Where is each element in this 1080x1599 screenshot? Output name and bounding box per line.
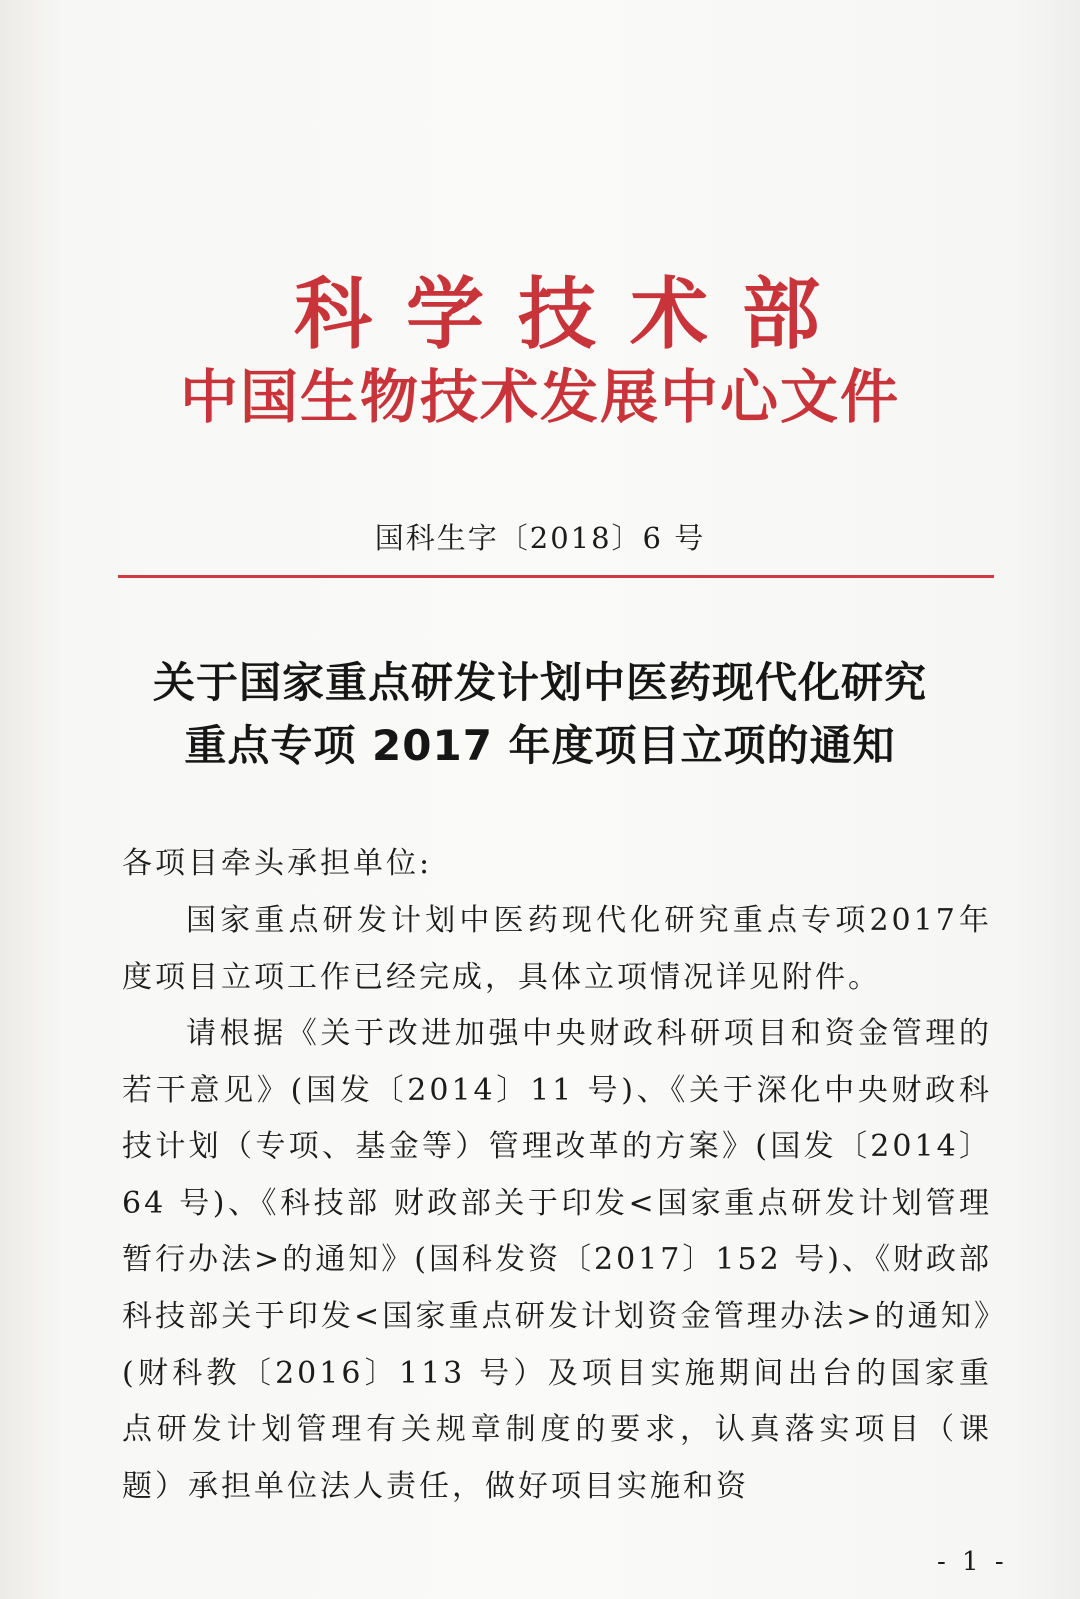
- body-paragraph-1: 国家重点研发计划中医药现代化研究重点专项2017年度项目立项工作已经完成，具体立项情况详见附件。: [122, 903, 992, 995]
- red-header-divider: [118, 575, 994, 578]
- document-title-line-1: 关于国家重点研发计划中医药现代化研究: [152, 658, 927, 707]
- document-number: 国科生字〔2018〕6 号: [374, 521, 706, 555]
- salutation: 各项目牵头承担单位:: [122, 846, 433, 881]
- document-title-line-2: 重点专项 2017 年度项目立项的通知: [184, 721, 896, 770]
- page-number: - 1 -: [937, 1547, 1008, 1577]
- body-paragraph-2: 请根据《关于改进加强中央财政科研项目和资金管理的若干意见》(国发〔2014〕11 号)、《关于深化中央财政科技计划（专项、基金等）管理改革的方案》(国发〔2014〕64 号)、《科技部 财政部关于印发<国家重点研发计划管理暂行办法>的通知》(国科发资〔2017〕152 号)、《财政部 科技部关于印发<国家重点研发计划资金管理办法>的通知》(财科教〔2016〕113 号）及项目实施期间出台的国家重点研发计划管理有关规章制度的要求，认真落实项目（课题）承担单位法人责任，做好项目实施和资: [122, 1016, 992, 1504]
- issuing-org-secondary: 中国生物技术发展中心文件: [179, 363, 900, 431]
- issuing-org-primary: 科学技术部: [293, 270, 854, 360]
